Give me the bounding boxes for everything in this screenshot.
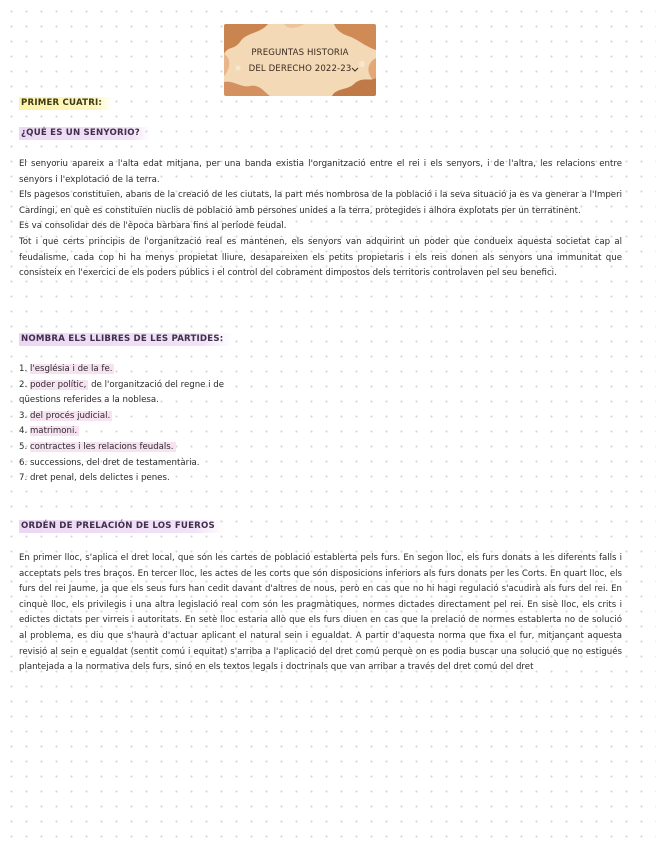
heading-orden-prelacion: ORDÉN DE PRELACIÓN DE LOS FUEROS <box>19 520 225 533</box>
heading-primer-cuatri: PRIMER CUATRI: <box>19 97 112 110</box>
banner-title <box>224 45 376 77</box>
title-banner <box>224 24 376 96</box>
senyorio-paragraph: Tot i que certs principis de l'organització real es mantenen, els senyors van adquirint un poder que condueix aquesta societat cap al feudalisme, cada cop hi ha menys propietat lliure, desapareixen els petits propietaris i els reis donen als senyors una immunitat que consisteix en l'exercici de els poders públics i el control del cobrament dimpostos dels territoris controlaven pel seu benefici. <box>19 236 622 279</box>
banner-title-line1: PREGUNTAS HISTORIA <box>251 48 349 58</box>
fueros-text <box>19 551 622 676</box>
senyorio-paragraph: Es va consolidar des de l'època bàrbara fins al període feudal. <box>19 221 287 232</box>
list-item: 7. dret penal, dels delictes i penes. <box>19 473 170 484</box>
heading-que-es-senyorio: ¿QUÉ ES UN SENYORIO? <box>19 127 150 140</box>
senyorio-paragraph: Els pagesos constituïen, abans de la creació de les ciutats, la part més nombrosa de la població i la seva situació ja es va generar a l'Imperi Cardingi, en què es constituïen nuclis de població amb persones unides a la terra, protegides i alhora explotats per un terratinent. <box>19 190 622 216</box>
list-item: 3. del procés judicial. <box>19 410 111 421</box>
list-item: qüestions referides a la noblesa. <box>19 395 159 406</box>
list-item: 5. contractes i les relacions feudals. <box>19 441 174 452</box>
list-item: 6. successions, del dret de testamentària. <box>19 457 200 468</box>
heading-llibres-partides: NOMBRA ELS LLIBRES DE LES PARTIDES: <box>19 333 233 346</box>
llibres-list <box>19 362 224 487</box>
list-item: 2. poder polític, de l'organització del regne i de <box>19 379 225 390</box>
list-item: 1. l'església i de la fe. <box>19 364 113 374</box>
list-item: 4. matrimoni. <box>19 426 78 437</box>
fueros-paragraph: En primer lloc, s'aplica el dret local, que són les cartes de població establerta pels furs. En segon lloc, els furs donats a les diferents falls i acceptats pels tres braços. En tercer lloc, les actes de les corts que són disposicions inferiors als furs donats per les Corts. En quart lloc, els furs del rei Jaume, ja que els seus furs han cedit davant d'altres de nous, però en cas que no hi hagi regulació s'acudirà als furs del rei. En cinquè lloc, els privilegis i una altra legislació real com són les pragmàtiques, normes dictades directament pel rei. En sisè lloc, els crits i edictes dictats per virreis i autoritats. En setè lloc estaria allò que els furs diuen en cas que la prelació de normes establerta no de solució al problema, es diu que s'haurà d'actuar aplicant el natural sein i egualdat. A partir d'aquesta norma que fixa el fur, mitjançant aquesta revisió al sein e egualdat (sentit comú i equitat) s'arriba a l'aplicació del dret comú perquè on es podia buscar una solució que no estigués plantejada a la normativa dels furs, sinó en els textos legals i doctrinals que van arribar a través del dret comú del dret <box>19 553 622 673</box>
senyorio-text <box>19 157 622 282</box>
senyorio-paragraph: El senyoriu apareix a l'alta edat mitjana, per una banda existia l'organització entre el rei i els senyors, i de l'altra, les relacions entre senyors i l'explotació de la terra. <box>19 159 622 185</box>
banner-title-line2: DEL DERECHO 2022-23 <box>248 64 352 74</box>
